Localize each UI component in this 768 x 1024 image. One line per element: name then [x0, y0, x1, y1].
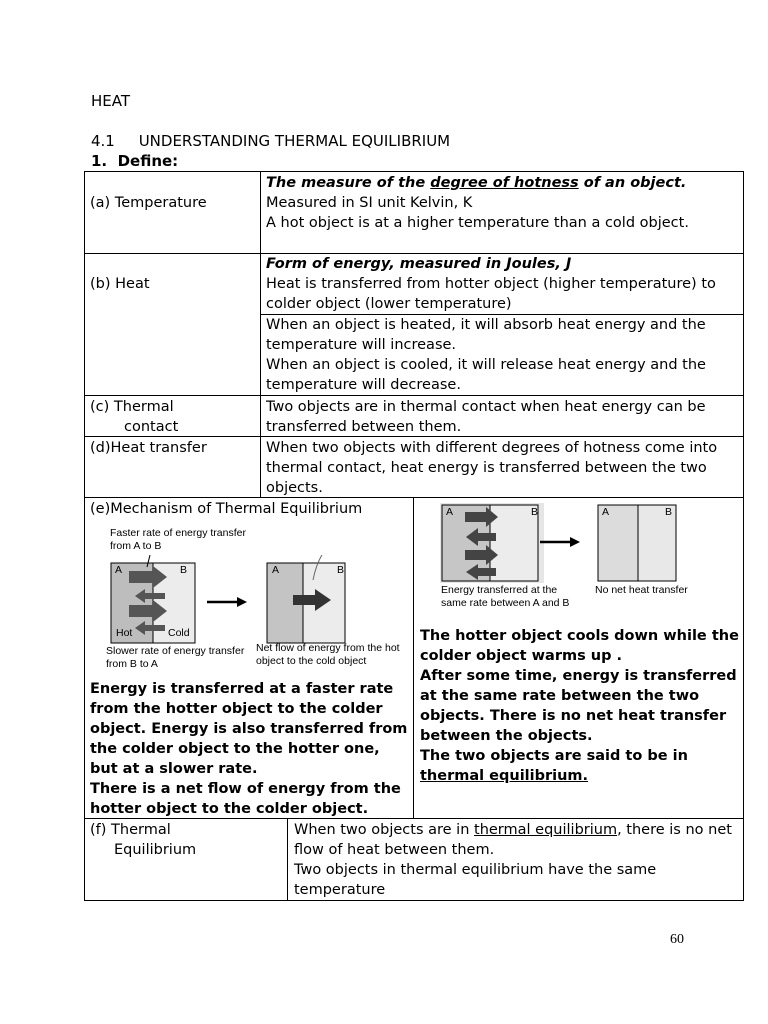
heat-transfer-definition: When two objects with different degrees of hotness come into thermal contact, heat energy is transferred between the two objects. — [266, 440, 718, 496]
term-heat: (b) Heat — [90, 276, 150, 292]
heat-behaviour: When an object is heated, it will absorb heat energy and the temperature will increase. When an object is cooled, it will release heat energy and the temperature will decrease. — [266, 317, 706, 393]
mechanism-left-text: Energy is transferred at a faster rate from the hotter object to the colder object. Energy is also transferred from the colder object to the hotter one, but at a slower rate. There is a net flow of energy from the hotter object to the colder object. — [90, 681, 408, 817]
fig3-label-b: B — [531, 506, 539, 518]
page-title: HEAT — [91, 92, 131, 110]
mechanism-diagram-left — [95, 555, 405, 650]
mechanism-diagram-right — [420, 500, 740, 590]
heat-definition: Form of energy, measured in Joules, J Heat is transferred from hotter object (higher temperature) to colder object (lower temperature) — [266, 256, 716, 312]
section-heading: 4.1 UNDERSTANDING THERMAL EQUILIBRIUM — [91, 132, 451, 150]
fig1-label-b: B — [180, 564, 188, 576]
fig1-top-caption: Faster rate of energy transfer from A to B — [110, 527, 246, 552]
fig1-label-cold: Cold — [168, 627, 190, 639]
mechanism-title: (e)Mechanism of Thermal Equilibrium — [90, 501, 363, 517]
term-heat-transfer: (d)Heat transfer — [90, 440, 207, 456]
define-label: 1. Define: — [91, 152, 179, 170]
fig1-bottom-caption: Slower rate of energy transfer from B to A — [106, 645, 245, 670]
fig4-caption: No net heat transfer — [595, 584, 688, 596]
fig4-label-a: A — [602, 506, 610, 518]
mechanism-right-text: The hotter object cools down while the colder object warms up . After some time, energy is transferred at the same rate between the two objects. There is no net heat transfer between the objects. The two objects are said to be in thermal equilibrium. — [420, 628, 739, 784]
fig3-caption: Energy transferred at the same rate between A and B — [441, 584, 570, 609]
term-thermal-equilibrium: (f) Thermal Equilibrium — [90, 822, 197, 858]
temperature-definition: The measure of the degree of hotness of an object. Measured in SI unit Kelvin, K A hot object is at a higher temperature than a cold object. — [266, 175, 689, 231]
fig3-label-a: A — [446, 506, 454, 518]
fig2-caption: Net flow of energy from the hot object to the cold object — [256, 642, 400, 667]
fig1-label-a: A — [115, 564, 123, 576]
fig1-label-hot: Hot — [116, 627, 133, 639]
fig2-label-a: A — [272, 564, 280, 576]
fig2-label-b: B — [337, 564, 345, 576]
thermal-contact-definition: Two objects are in thermal contact when heat energy can be transferred between them. — [266, 399, 706, 435]
term-temperature: (a) Temperature — [90, 195, 207, 211]
fig4-label-b: B — [665, 506, 673, 518]
page-number: 60 — [670, 932, 684, 947]
term-thermal-contact: (c) Thermal contact — [90, 399, 179, 435]
thermal-equilibrium-definition: When two objects are in thermal equilibrium, there is no net flow of heat between them. Two objects in thermal equilibrium have the same temperature — [294, 822, 732, 898]
